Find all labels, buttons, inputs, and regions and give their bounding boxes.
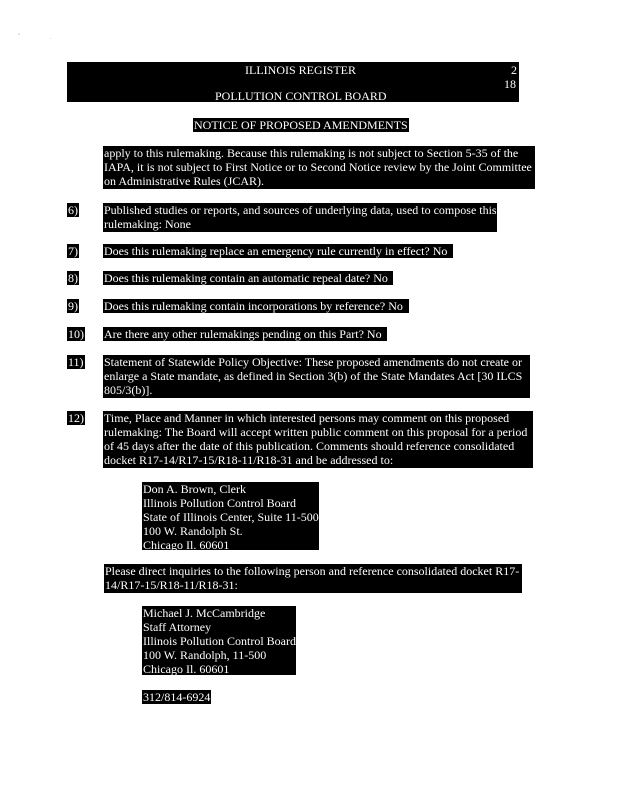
clerk-address	[142, 482, 319, 550]
item-8-number: 8)	[68, 271, 78, 285]
item-12-line: rulemaking: The Board will accept written public comment on this proposal for a period	[104, 425, 528, 439]
item-11-text	[103, 355, 530, 398]
item-11-number: 11)	[68, 355, 84, 369]
address-line: 100 W. Randolph, 11-500	[143, 648, 267, 662]
item-11-line: enlarge a State mandate, as defined in Section 3(b) of the State Mandates Act [30 ILCS	[104, 369, 523, 383]
item-11-line: 805/3(b)].	[104, 383, 153, 397]
page-mark: °	[18, 33, 20, 38]
address-line: Staff Attorney	[143, 620, 212, 634]
item-9-text: Does this rulemaking contain incorporations by reference? No	[103, 299, 409, 313]
item-6-line: rulemaking: None	[104, 217, 191, 231]
item-12-line: of 45 days after the date of this publication. Comments should reference consolidated	[104, 439, 515, 453]
intro-line: apply to this rulemaking. Because this rulemaking is not subject to Section 5-35 of the	[104, 146, 519, 160]
page-subnumber: 18	[504, 77, 516, 91]
address-line: Illinois Pollution Control Board	[143, 634, 296, 648]
item-12-line: Time, Place and Manner in which interested persons may comment on this proposed	[104, 411, 510, 425]
item-7-number: 7)	[68, 244, 78, 258]
item-12-text	[103, 411, 533, 468]
item-12-line: docket R17-14/R17-15/R18-11/R18-31 and be addressed to:	[104, 453, 394, 467]
address-line: Chicago Il. 60601	[143, 662, 230, 676]
address-line: 100 W. Randolph St.	[143, 524, 243, 538]
item-10-text: Are there any other rulemakings pending on this Part? No	[103, 327, 387, 341]
inquiries-line: Please direct inquiries to the following person and reference consolidated docket R17-	[105, 564, 520, 578]
intro-line: IAPA, it is not subject to First Notice or to Second Notice review by the Joint Committee	[104, 160, 532, 174]
notice-title: NOTICE OF PROPOSED AMENDMENTS	[194, 118, 408, 132]
page-mark: ·	[50, 36, 52, 41]
item-12-number: 12)	[68, 411, 84, 425]
item-7-text: Does this rulemaking replace an emergency rule currently in effect? No	[103, 244, 453, 258]
address-line: Illinois Pollution Control Board	[143, 496, 297, 510]
item-6-text	[103, 203, 497, 232]
address-line: Chicago Il. 60601	[143, 538, 230, 552]
inquiries-line: 14/R17-15/R18-11/R18-31:	[105, 578, 238, 592]
item-11-line: Statement of Statewide Policy Objective: These proposed amendments do not create or	[104, 355, 522, 369]
item-6-line: Published studies or reports, and sources of underlying data, used to compose this	[104, 203, 497, 217]
register-title: ILLINOIS REGISTER	[245, 63, 356, 77]
inquiries-paragraph	[104, 564, 522, 593]
attorney-address	[142, 606, 296, 675]
address-line: Michael J. McCambridge	[143, 606, 266, 620]
board-name: POLLUTION CONTROL BOARD	[215, 89, 387, 103]
item-6-number: 6)	[68, 203, 78, 217]
intro-paragraph	[103, 146, 535, 189]
intro-line: on Administrative Rules (JCAR).	[104, 174, 264, 188]
page-number: 2	[511, 63, 517, 77]
address-line: Don A. Brown, Clerk	[143, 482, 246, 496]
address-line: State of Illinois Center, Suite 11-500	[143, 510, 319, 524]
item-10-number: 10)	[68, 327, 84, 341]
register-header	[67, 62, 519, 102]
phone-number: 312/814-6924	[143, 690, 211, 704]
item-8-text: Does this rulemaking contain an automatic repeal date? No	[103, 271, 393, 285]
item-9-number: 9)	[68, 299, 78, 313]
